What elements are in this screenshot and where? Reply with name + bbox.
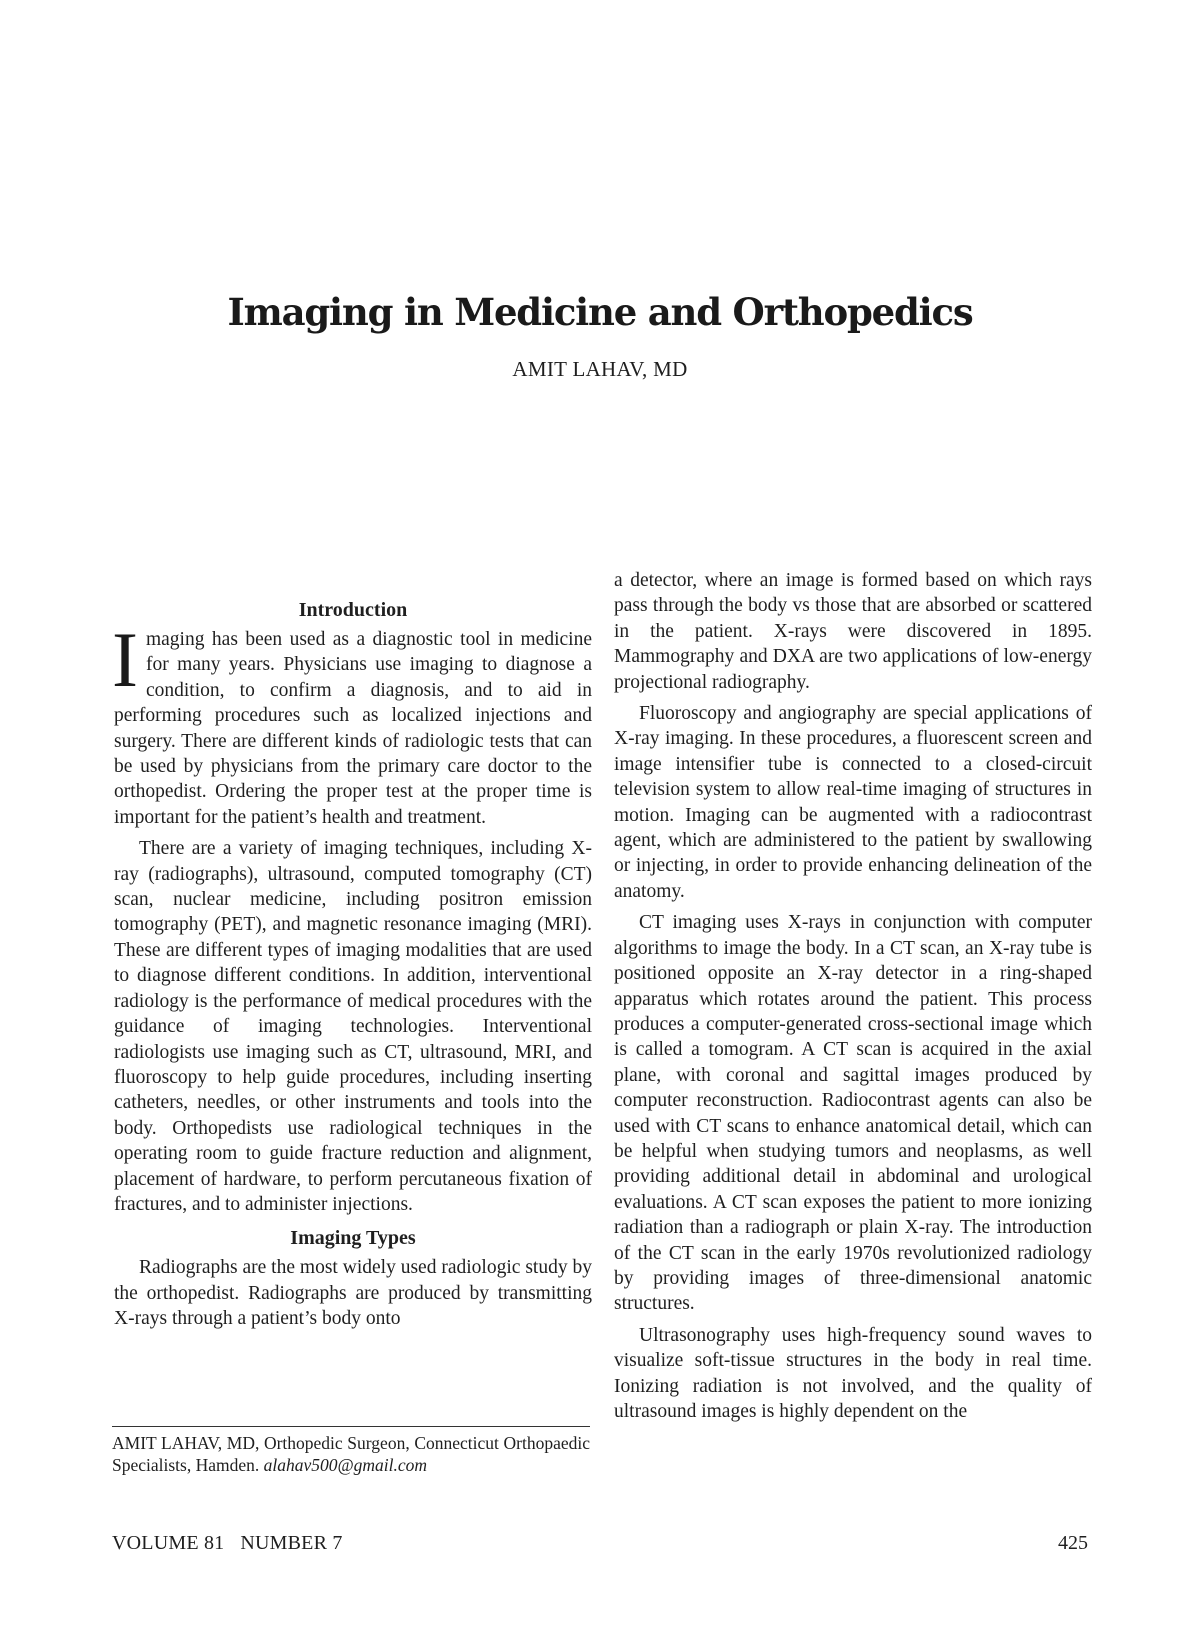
footnote-text: AMIT LAHAV, MD, Orthopedic Surgeon, Connecticut Orthopaedic Specialists, Hamden. (112, 1433, 590, 1475)
footnote-divider (112, 1426, 590, 1427)
imaging-types-paragraph-1-continued: a detector, where an image is formed based on which rays pass through the body vs those that are absorbed or scattered in the patient. X-rays were discovered in 1895. Mammography and DXA are two applications of low-energy projectional radiography. (614, 570, 1092, 693)
left-column (114, 597, 592, 1332)
imaging-types-paragraph-1: Radiographs are the most widely used radiologic study by the orthopedist. Radiographs are produced by transmitting X-rays through a patient’s body onto (114, 1257, 592, 1330)
author-email[interactable]: alahav500@gmail.com (263, 1454, 428, 1475)
article-title: Imaging in Medicine and Orthopedics (227, 290, 973, 334)
journal-number: NUMBER 7 (240, 1532, 343, 1554)
imaging-types-paragraph-3: CT imaging uses X-rays in conjunction with computer algorithms to image the body. In a CT scan, an X-ray tube is positioned opposite an X-ray detector in a ring-shaped apparatus which rotates around the patient. This process produces a computer-generated cross-sectional image which is called a tomogram. A CT scan is acquired in the axial plane, with coronal and sagittal images produced by computer reconstruction. Radiocontrast agents can also be used with CT scans to enhance anatomical detail, which can be helpful when studying tumors and neoplasms, as well providing additional detail in abdominal and urological evaluations. A CT scan exposes the patient to more ionizing radiation than a radiograph or plain X-ray. The introduction of the CT scan in the early 1970s revolutionized radiology by providing images of three-dimensional anatomic structures. (614, 912, 1092, 1315)
intro-paragraph-2: There are a variety of imaging techniques, including X-ray (radiographs), ultrasound, computed tomography (CT) scan, nuclear medicine, including positron emission tomography (PET), and magnetic resonance imaging (MRI). These are different types of imaging modalities that are used to diagnose different conditions. In addition, interventional radiology is the performance of medical procedures with the guidance of imaging technologies. Interventional radiologists use imaging such as CT, ultrasound, MRI, and fluoroscopy to help guide procedures, including inserting catheters, needles, or other instruments and tools into the body. Orthopedists use radiological techniques in the operating room to guide fracture reduction and alignment, placement of hardware, to perform percutaneous fixation of fractures, and to administer injections. (114, 838, 592, 1215)
section-heading-imaging-types: Imaging Types (290, 1227, 416, 1250)
drop-cap: I (112, 616, 138, 703)
journal-issue (112, 1532, 343, 1555)
intro-paragraph-1 (112, 616, 592, 830)
intro-paragraph-1-text: maging has been used as a diagnostic tool in medicine for many years. Physicians use imaging to diagnose a condition, to confirm a diagnosis, and to aid in performing procedures such as localized injections and surgery. There are different kinds of radiologic tests that can be used by physicians from the primary care doctor to the orthopedist. Ordering the proper test at the proper time is important for the patient’s health and treatment. (114, 629, 592, 828)
section-heading-introduction: Introduction (298, 599, 408, 621)
right-column (614, 568, 1092, 1424)
journal-volume: VOLUME 81 (112, 1532, 225, 1554)
imaging-types-paragraph-2: Fluoroscopy and angiography are special applications of X-ray imaging. In these procedures, a fluorescent screen and image intensifier tube is connected to a closed-circuit television system to allow real-time imaging of structures in motion. Imaging can be augmented with a radiocontrast agent, which are administered to the patient by swallowing or injecting, in order to provide enhancing delineation of the anatomy. (614, 703, 1092, 902)
author-footnote (112, 1433, 590, 1476)
page-number: 425 (1058, 1532, 1088, 1554)
article-author: AMIT LAHAV, MD (512, 357, 688, 381)
imaging-types-paragraph-4: Ultrasonography uses high-frequency sound waves to visualize soft-tissue structures in the body in real time. Ionizing radiation is not involved, and the quality of ultrasound images is highly dependent on the (614, 1324, 1092, 1422)
